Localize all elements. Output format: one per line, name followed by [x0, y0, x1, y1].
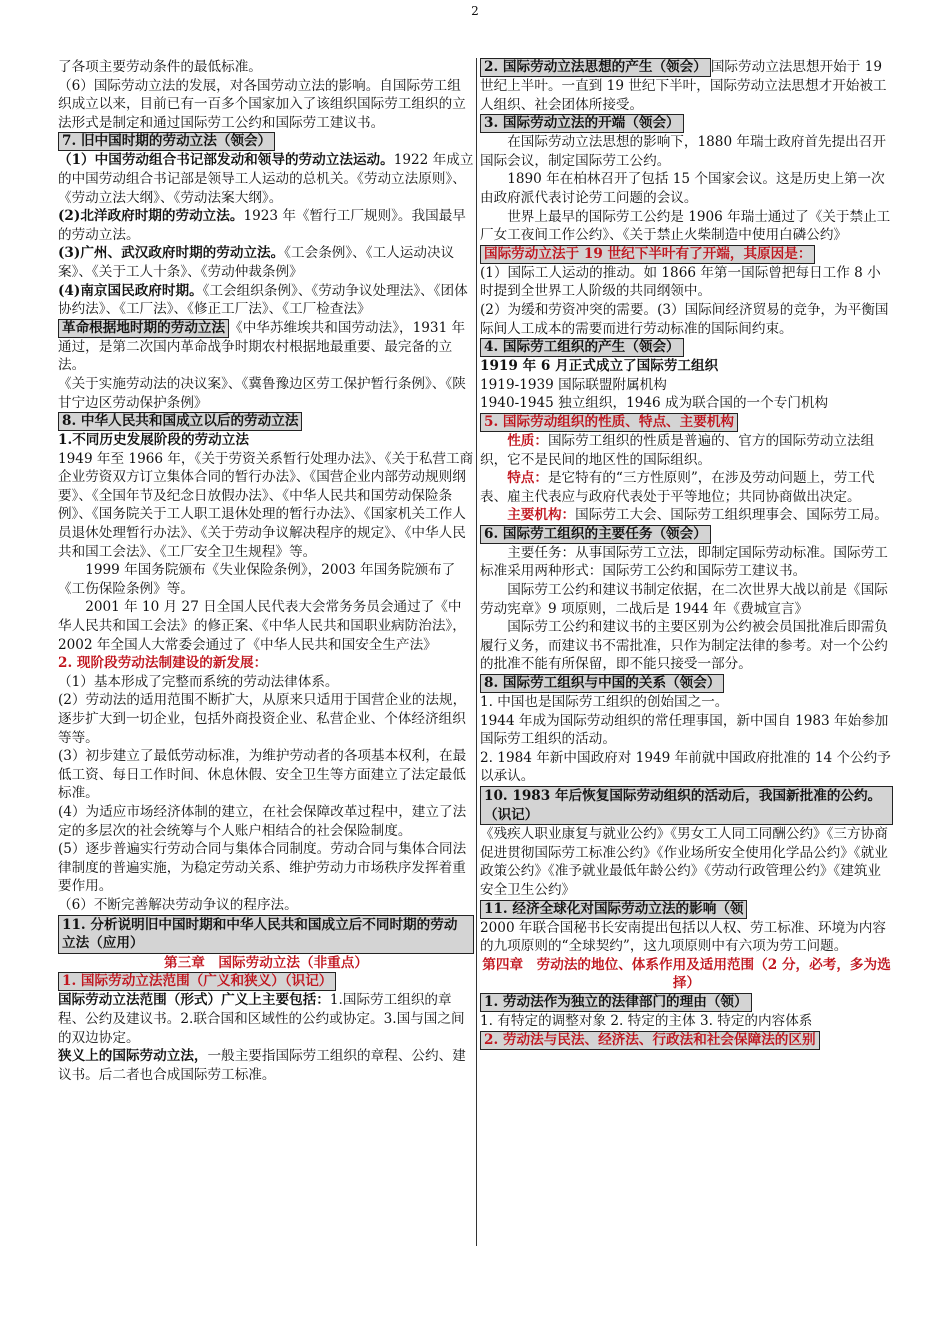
- list-item: (2）劳动法的适用范围不断扩大，从原来只适用于国营企业的法规，逐步扩大到一切企业，包括外商投资企业、私营企业、个体经济组织等等。: [58, 692, 467, 746]
- paragraph: (2）为缓和劳资冲突的需要。(3）国际间经济贸易的竞争，为平衡国际间人工成本的需要而进行劳动标准的国际间约束。: [480, 301, 889, 337]
- text: 《中华苏维埃共和国劳动法》，1931 年通过，是第二次国内革命战争时期农村根据地最重要、最完备的立法。: [58, 319, 466, 374]
- term: 性质：: [507, 432, 548, 449]
- paragraph: [58, 207, 474, 244]
- text: 是它特有的“三方性原则”，在涉及劳动问题上，劳工代表、雇主代表应与政府代表处于平等地位；共同协商做出决定。: [480, 470, 875, 505]
- text-bold: 国际劳动立法范围（形式）广义上主要包括：: [58, 992, 330, 1009]
- text: 《工会组织条例》、《劳动争议处理法》、《团体协约法》、《工厂法》、《修正工厂法》、《工厂检查法》: [58, 282, 468, 318]
- paragraph: [58, 282, 474, 319]
- subheading: 2. 现阶段劳动法制建设的新发展：: [58, 655, 268, 672]
- paragraph: 1. 中国也是国际劳工组织的创始国之一。: [480, 694, 729, 711]
- paragraph: [58, 151, 474, 207]
- section-heading: 1. 劳动法作为独立的法律部门的理由（领）: [480, 993, 752, 1012]
- paragraph: [58, 1047, 474, 1084]
- list-item: (3）初步建立了最低劳动标准，为维护劳动者的各项基本权利，在最低工资、每日工作时间、休息休假、安全卫生等方面建立了法定最低标准。: [58, 748, 467, 802]
- term: 主要机构：: [507, 507, 576, 524]
- paragraph: 1890 年在柏林召开了包括 15 个国家会议。这是历史上第一次由政府派代表讨论劳工问题的会议。: [480, 171, 885, 206]
- subheading: (4)南京国民政府时期。: [58, 282, 203, 299]
- text: 1923 年《暂行工厂规则》。我国最早的劳动立法。: [58, 208, 466, 243]
- paragraph: 世界上最早的国际劳工公约是 1906 年瑞士通过了《关于禁止工厂女工夜间工作公约》、《关于禁止火柴制造中使用白磷公约》: [480, 208, 891, 244]
- chapter-title: 第三章 国际劳动立法（非重点）: [164, 954, 368, 971]
- section-heading: 3. 国际劳动立法的开端（领会）: [480, 114, 684, 133]
- paragraph: 1919 年 6 月正式成立了国际劳工组织: [480, 358, 719, 375]
- term: 特点：: [507, 470, 548, 487]
- paragraph: 1940-1945 独立组织，1946 成为联合国的一个专门机构: [480, 395, 829, 412]
- paragraph: (1）国际工人运动的推动。如 1866 年第一国际曾把每日工作 8 小时提到全世界工人阶级的共同纲领中。: [480, 264, 881, 300]
- page-number: 2: [471, 4, 479, 18]
- section-heading: 11. 分析说明旧中国时期和中华人民共和国成立后不同时期的劳动立法（应用）: [58, 915, 474, 954]
- text: 国际劳工大会、国际劳工组织理事会、国际劳工局。: [575, 507, 888, 524]
- section-heading: 1. 国际劳动立法范围（广义和狭义）（识记）: [58, 972, 336, 991]
- text: 1.国际劳工组织的章程、公约及建议书。2.联合国和区域性的公约或协定。3.国与国之间的双边协定。: [58, 992, 465, 1046]
- subheading: 1.不同历史发展阶段的劳动立法: [58, 432, 249, 449]
- right-column: [480, 58, 893, 1050]
- paragraph: 《关于实施劳动法的决议案》、《冀鲁豫边区劳工保护暂行条例》、《陕甘宁边区劳动保护条例》: [58, 375, 466, 411]
- paragraph: 在国际劳动立法思想的影响下，1880 年瑞士政府首先提出召开国际会议，制定国际劳工公约。: [480, 134, 886, 169]
- chapter-title: 第四章 劳动法的地位、体系作用及适用范围（2 分，必考，多为选择）: [482, 956, 891, 992]
- text: 一般主要指国际劳工组织的章程、公约、建议书。后二者也合成国际劳工标准。: [58, 1048, 466, 1083]
- paragraph: 1. 有特定的调整对象 2. 特定的主体 3. 特定的内容体系: [480, 1012, 813, 1029]
- section-heading: 4. 国际劳工组织的产生（领会）: [480, 338, 684, 357]
- section-heading: 2. 国际劳动立法思想的产生（领会）: [480, 58, 711, 77]
- paragraph: 2001 年 10 月 27 日全国人民代表大会常务务员会通过了《中华人民共和国工会法》的修正案、《中华人民共和国职业病防治法》，2002 年全国人大常委会通过了《中华人民共和国安全生产法》: [58, 599, 466, 653]
- section-heading: 7. 旧中国时期的劳动立法（领会）: [58, 132, 275, 151]
- paragraph: [58, 991, 474, 1047]
- paragraph: 2000 年联合国秘书长安南提出包括以人权、劳工标准、环境为内容的九项原则的“全球契约”，这九项原则中有六项为劳工问题。: [480, 919, 886, 955]
- text: 国际劳动立法思想开始于 19 世纪上半叶。一直到 19 世纪下半叶，国际劳动立法思想才开始被工人组织、社会团体所接受。: [480, 59, 887, 113]
- section-heading: 8. 国际劳工组织与中国的关系（领会）: [480, 674, 724, 693]
- paragraph: 2. 1984 年新中国政府对 1949 年前就中国政府批准的 14 个公约予以承认。: [480, 749, 891, 785]
- section-heading: 革命根据地时期的劳动立法: [58, 319, 229, 338]
- paragraph: 国际劳工公约和建议书制定依据，在二次世界大战以前是《国际劳动宪章》9 项原则，二战后是 1944 年《费城宣言》: [480, 582, 888, 617]
- text: 国际劳工组织的性质是普遍的、官方的国际劳动立法组织，它不是民间的地区性的国际组织。: [480, 432, 875, 468]
- paragraph: [58, 244, 474, 281]
- section-heading: 国际劳动立法于 19 世纪下半叶有了开端，其原因是：: [480, 245, 815, 264]
- paragraph: [480, 58, 893, 114]
- list-item: (5）逐步普遍实行劳动合同与集体合同制度。劳动合同与集体合同法律制度的普遍实施，为稳定劳动关系、维护劳动力市场秩序发挥着重要作用。: [58, 841, 467, 895]
- paragraph: 了各项主要劳动条件的最低标准。: [58, 59, 262, 75]
- section-heading: 2. 劳动法与民法、经济法、行政法和社会保障法的区别: [480, 1031, 820, 1050]
- left-column: [58, 58, 474, 1084]
- section-heading: 11. 经济全球化对国际劳动立法的影响（领: [480, 900, 747, 919]
- paragraph: [480, 432, 893, 469]
- paragraph: [480, 506, 893, 525]
- paragraph: 《残疾人职业康复与就业公约》《男女工人同工同酬公约》《三方协商促进贯彻国际劳工标准公约》《作业场所安全使用化学品公约》《就业政策公约》《准予就业最低年龄公约》《劳动行政管理公约》《建筑业安全卫生公约》: [480, 826, 888, 898]
- subheading: (3)广州、武汉政府时期的劳动立法。: [58, 245, 285, 262]
- paragraph: （6）国际劳动立法的发展，对各国劳动立法的影响。自国际劳工组织成立以来，目前已有一百多个国家加入了该组织国际劳工组织的立法形式是制定和通过国际劳工公约和国际劳工建议书。: [58, 77, 466, 131]
- subheading: (2)北洋政府时期的劳动立法。: [58, 208, 244, 225]
- paragraph: 国际劳工公约和建议书的主要区别为公约被会员国批准后即需负履行义务，而建议书不需批准，只作为制定法律的参考。对一个公约的批准不能有所保留，即不能只接受一部分。: [480, 619, 888, 673]
- section-heading: 5. 国际劳动组织的性质、特点、主要机构: [480, 413, 738, 432]
- text: 1922 年成立的中国劳动组合书记部是领导工人运动的总机关。《劳动立法原则》、《劳动立法大纲》、《劳动法案大纲》。: [58, 152, 474, 206]
- paragraph: 1949 年至 1966 年，《关于劳资关系暂行处理办法》、《关于私营工商企业劳资双方订立集体合同的暂行办法》、《国营企业内部劳动规则纲要》、《全国年节及纪念日放假办法》、《中华人民共和国劳动保险条例》、《国务院关于工人职工退休处理的暂行办法》、《国家机关工作人员退休处理暂行办法》、《关于劳动争议解决程序的规定》、《中华人民共和国工会法》、《工厂安全卫生规程》等。: [58, 450, 474, 560]
- paragraph: [58, 319, 474, 375]
- list-item: （1）基本形成了完整而系统的劳动法律体系。: [58, 673, 339, 690]
- subheading: （1）中国劳动组合书记部发动和领导的劳动立法运动。: [58, 152, 394, 169]
- text: 《工会条例》、《工人运动决议案》、《关于工人十条》、《劳动仲裁条例》: [58, 245, 455, 280]
- paragraph: 1919-1939 国际联盟附属机构: [480, 376, 667, 393]
- section-heading: 6. 国际劳工组织的主要任务（领会）: [480, 525, 711, 544]
- paragraph: 主要任务：从事国际劳工立法，即制定国际劳动标准。国际劳工标准采用两种形式：国际劳工公约和国际劳工建议书。: [480, 544, 888, 580]
- column-divider: [476, 58, 477, 1246]
- section-heading: 8. 中华人民共和国成立以后的劳动立法: [58, 412, 302, 431]
- list-item: （6）不断完善解决劳动争议的程序法。: [58, 896, 298, 913]
- section-heading: 10. 1983 年后恢复国际劳动组织的活动后，我国新批准的公约。（识记）: [480, 786, 893, 825]
- paragraph: 1999 年国务院颁布《失业保险条例》，2003 年国务院颁布了《工伤保险条例》等。: [58, 562, 456, 597]
- paragraph: [480, 469, 893, 506]
- paragraph: 1944 年成为国际劳动组织的常任理事国，新中国自 1983 年始参加国际劳工组织的活动。: [480, 712, 889, 748]
- list-item: (4）为适应市场经济体制的建立，在社会保障改革过程中，建立了法定的多层次的社会统筹与个人账户相结合的社会保险制度。: [58, 803, 467, 839]
- text-bold: 狭义上的国际劳动立法，: [58, 1048, 208, 1065]
